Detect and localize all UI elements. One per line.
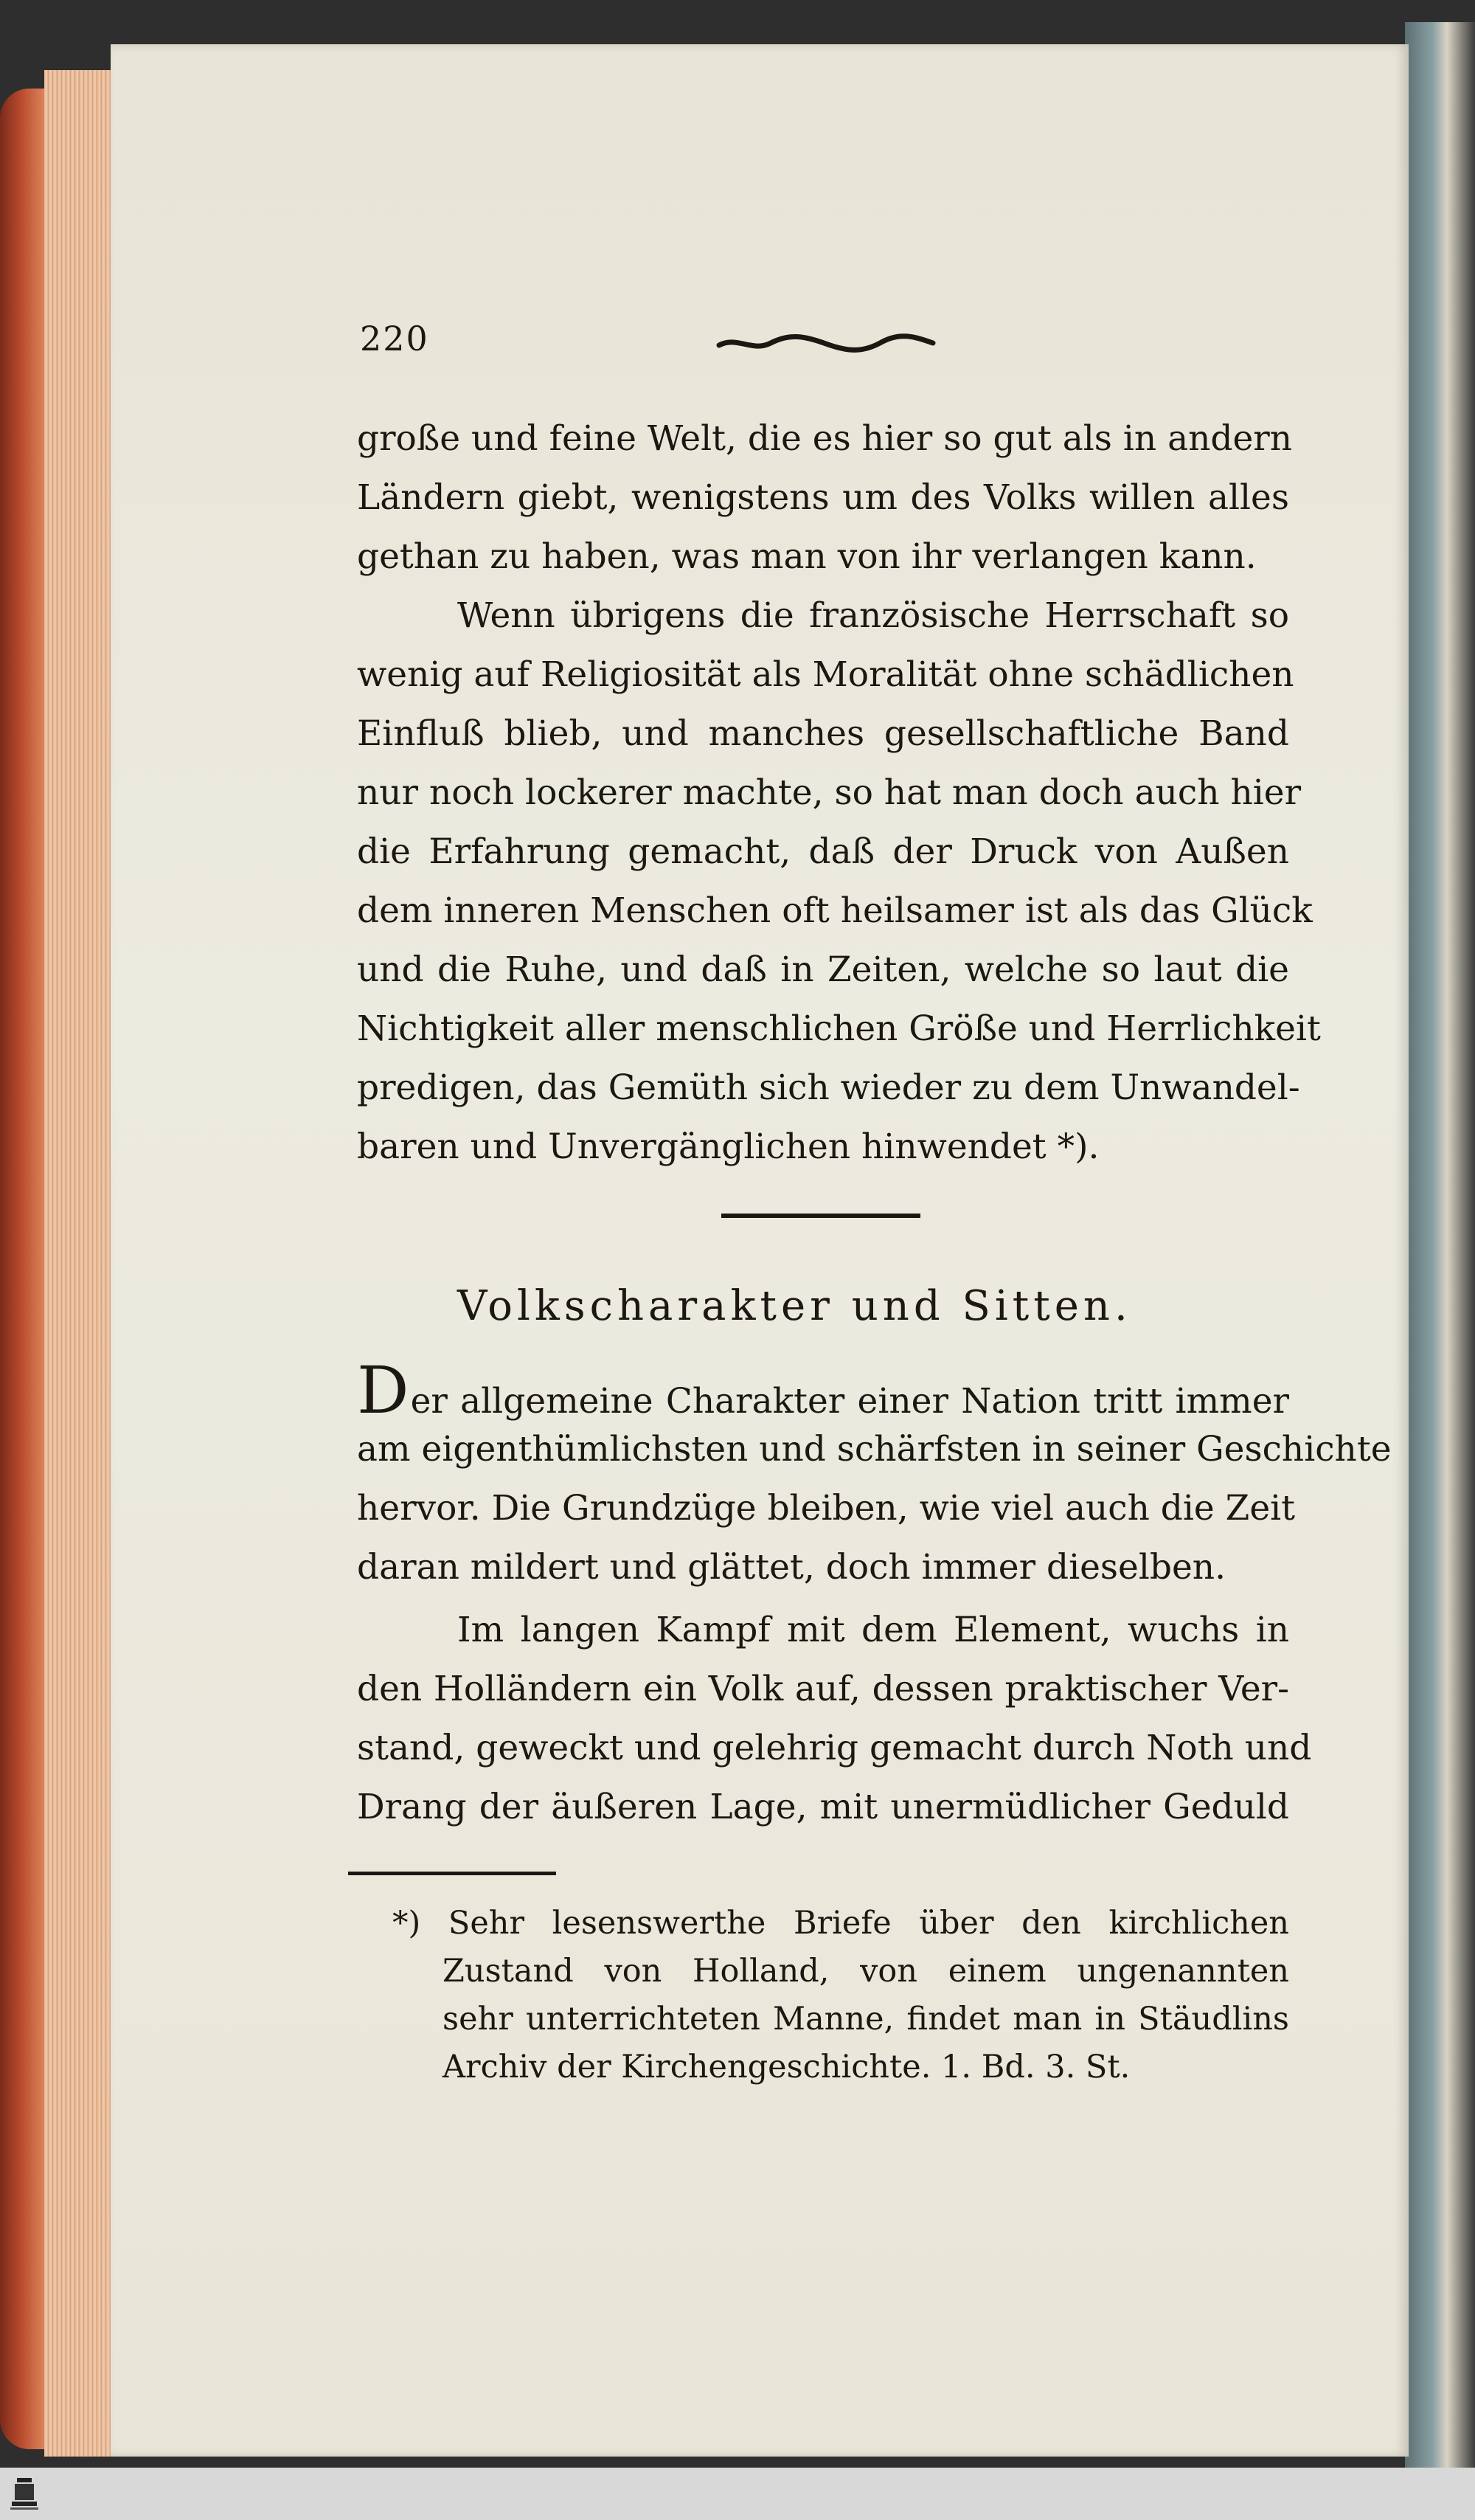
text-line: wenig auf Religiosität als Moralität ohne schädlichen [357,654,1294,695]
text-line: hervor. Die Grundzüge bleiben, wie viel auch die Zeit [357,1488,1296,1529]
viewer-footer-bar [0,2468,1475,2520]
text-line: den Holländern ein Volk auf, dessen praktischer Ver- [357,1669,1289,1709]
text-line: Im langen Kampf mit dem Element, wuchs in [457,1610,1289,1650]
text-line-with-dropcap [357,1352,1289,1428]
header-ornament-icon [715,332,937,354]
page-number: 220 [360,319,429,359]
text-line: Einfluß blieb, und manches gesellschaftliche Band [357,713,1289,754]
text-line: Wenn übrigens die französische Herrschaft so [457,595,1289,636]
facing-page-edge [1405,22,1475,2468]
text-line: große und feine Welt, die es hier so gut als in andern [357,418,1293,459]
text-line: Drang der äußeren Lage, mit unermüdlicher Geduld [357,1787,1289,1827]
text-line: und die Ruhe, und daß in Zeiten, welche so laut die [357,949,1289,990]
footnote-rule [348,1872,556,1875]
text-line: Ländern giebt, wenigstens um des Volks willen alles [357,477,1289,518]
footnote-line: sehr unterrichteten Manne, findet man in Stäudlins [442,2001,1289,2038]
footnote-line: Archiv der Kirchengeschichte. 1. Bd. 3. St. [442,2049,1131,2085]
library-logo-icon [6,2472,43,2513]
text-line: baren und Unvergänglichen hinwendet *). [357,1126,1100,1167]
footnote-line: *) Sehr lesenswerthe Briefe über den kirchlichen [392,1905,1289,1942]
text-line: dem inneren Menschen oft heilsamer ist als das Glück [357,890,1313,931]
section-heading: Volkscharakter und Sitten. [457,1282,1132,1330]
drop-cap: D [357,1352,409,1428]
text-line: die Erfahrung gemacht, daß der Druck von Außen [357,831,1289,872]
text-line: predigen, das Gemüth sich wieder zu dem Unwandel- [357,1067,1300,1108]
text-line: stand, geweckt und gelehrig gemacht durch Noth und [357,1728,1312,1768]
text-line: nur noch lockerer machte, so hat man doch auch hier [357,772,1302,813]
text-line: am eigenthümlichsten und schärfsten in seiner Geschichte [357,1429,1392,1470]
book-page [111,44,1409,2457]
text-line: gethan zu haben, was man von ihr verlangen kann. [357,536,1257,577]
text-span: er allgemeine Charakter einer Nation tritt immer [410,1381,1289,1422]
text-line: daran mildert und glättet, doch immer dieselben. [357,1547,1226,1588]
footnote-line: Zustand von Holland, von einem ungenannten [442,1953,1289,1990]
text-line: Nichtigkeit aller menschlichen Größe und Herrlichkeit [357,1008,1321,1049]
section-divider [721,1214,920,1218]
